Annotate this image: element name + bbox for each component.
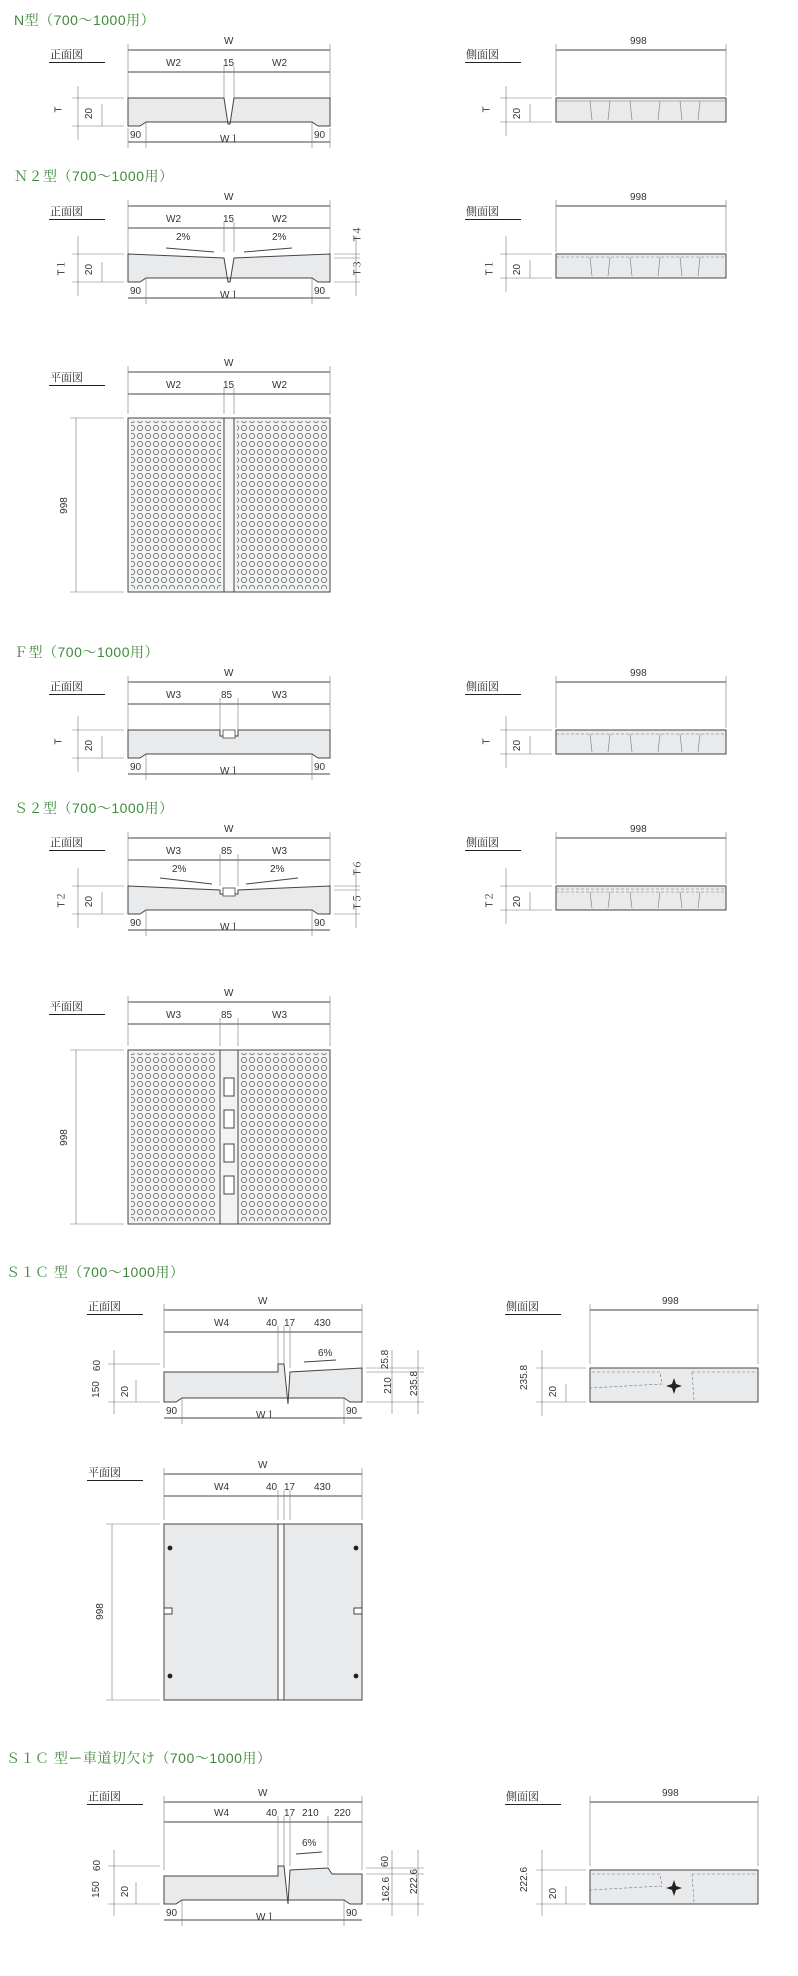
- plan-view-label-s1c: 平面図: [88, 1464, 121, 1480]
- dim-20-n-side: 20: [512, 107, 524, 120]
- dim-w4-s1c: W4: [214, 1318, 229, 1329]
- dim-w3-left-f: W3: [166, 690, 181, 701]
- dim-6pct-s1c-road: 6%: [302, 1838, 317, 1849]
- dim-t5-s2: T５: [352, 893, 364, 910]
- dim-60-s1c: 60: [92, 1359, 104, 1372]
- dim-90-left-s1c-road: 90: [166, 1908, 178, 1919]
- side-view-label-s1c-road: 側面図: [506, 1788, 539, 1804]
- dim-85-s2: 85: [221, 846, 233, 857]
- dim-60-s1c-road: 60: [92, 1859, 104, 1872]
- dim-w3-right-s2: W3: [272, 846, 287, 857]
- s1c-side-drawing: [536, 1304, 758, 1416]
- dim-t-f-side: T: [481, 738, 493, 745]
- dim-t-f: T: [53, 738, 65, 745]
- dim-20-s1c-road: 20: [120, 1885, 132, 1898]
- dim-20-s2-side: 20: [512, 895, 524, 908]
- dim-t-n-side: T: [481, 106, 493, 113]
- dim-90-right-f: 90: [314, 762, 326, 773]
- dim-w-n2-plan: W: [224, 358, 234, 369]
- s1c-plan-drawing: [106, 1468, 362, 1700]
- s2-side-drawing: [500, 832, 726, 924]
- side-view-label-s1c: 側面図: [506, 1298, 539, 1314]
- dim-6pct-s1c: 6%: [318, 1348, 333, 1359]
- dim-w-s2: W: [224, 824, 234, 835]
- n2-plan-drawing: [70, 366, 330, 592]
- dim-998-n: 998: [630, 36, 647, 47]
- dim-17-s1c-road: 17: [284, 1808, 296, 1819]
- dim-w1-f: W１: [220, 766, 240, 777]
- dim-t2-s2-side: T２: [484, 891, 496, 908]
- dim-85-f: 85: [221, 690, 233, 701]
- dim-2pct-right-s2: 2%: [270, 864, 285, 875]
- dim-w-s1c: W: [258, 1296, 268, 1307]
- side-view-label-f: 側面図: [466, 678, 499, 694]
- dim-430-s1c: 430: [314, 1318, 331, 1329]
- dim-w-s1c-road: W: [258, 1788, 268, 1799]
- section-title-n2: Ｎ２型（700〜1000用）: [14, 168, 174, 184]
- dim-90-right-n2: 90: [314, 286, 326, 297]
- dim-w2-left-n: W2: [166, 58, 181, 69]
- dim-90-right-s1c-road: 90: [346, 1908, 358, 1919]
- dim-w-n2: W: [224, 192, 234, 203]
- n2-side-drawing: [500, 200, 726, 292]
- dim-1626-s1c-road: 162.6: [381, 1876, 393, 1903]
- dim-w4-s1c-plan: W4: [214, 1482, 229, 1493]
- dim-998-s1c-plan: 998: [94, 1603, 106, 1620]
- f-front-drawing: [72, 676, 330, 780]
- n-side-drawing: [500, 44, 726, 136]
- dim-40-s1c-road: 40: [266, 1808, 278, 1819]
- dim-t3-n2: T３: [352, 259, 364, 276]
- dim-2226-s1c-road-side: 222.6: [519, 1866, 531, 1893]
- dim-w3-right-f: W3: [272, 690, 287, 701]
- dim-998-n2: 998: [630, 192, 647, 203]
- dim-210-s1c: 210: [382, 1377, 394, 1394]
- dim-20-n2-side: 20: [512, 263, 524, 276]
- dim-258-s1c: 25.8: [380, 1349, 392, 1370]
- front-view-label-s1c-road: 正面図: [88, 1788, 121, 1804]
- dim-15-n: 15: [223, 58, 235, 69]
- dim-2358-s1c: 235.8: [409, 1370, 421, 1397]
- dim-w1-s2: W１: [220, 922, 240, 933]
- dim-20-n2: 20: [84, 263, 96, 276]
- section-title-s1c: Ｓ１Ｃ 型（700〜1000用）: [6, 1264, 185, 1280]
- side-view-label-n2: 側面図: [466, 203, 499, 219]
- plan-view-label-n2: 平面図: [50, 369, 83, 385]
- dim-w1-s1c: W１: [256, 1410, 276, 1421]
- dim-40-s1c: 40: [266, 1318, 278, 1329]
- dim-90-right-s1c: 90: [346, 1406, 358, 1417]
- dim-2358-s1c-side: 235.8: [519, 1364, 531, 1391]
- dim-w2-right-n2-plan: W2: [272, 380, 287, 391]
- section-title-s2: Ｓ２型（700〜1000用）: [14, 800, 174, 816]
- front-view-label-f: 正面図: [50, 678, 83, 694]
- dim-90-right-n: 90: [314, 130, 326, 141]
- dim-85-s2-plan: 85: [221, 1010, 233, 1021]
- dim-20-s1c-road-side: 20: [548, 1887, 560, 1900]
- front-view-label-n: 正面図: [50, 46, 83, 62]
- dim-20-s1c: 20: [120, 1385, 132, 1398]
- dim-w2-left-n2: W2: [166, 214, 181, 225]
- dim-2pct-left-n2: 2%: [176, 232, 191, 243]
- dim-998-s1c-road: 998: [662, 1788, 679, 1799]
- section-title-n: N型（700〜1000用）: [14, 12, 156, 28]
- front-view-label-n2: 正面図: [50, 203, 83, 219]
- dim-90-right-s2: 90: [314, 918, 326, 929]
- dim-t1-n2: T１: [56, 259, 68, 276]
- dim-90-left-s1c: 90: [166, 1406, 178, 1417]
- dim-w2-left-n2-plan: W2: [166, 380, 181, 391]
- dim-w3-left-s2-plan: W3: [166, 1010, 181, 1021]
- dim-2pct-right-n2: 2%: [272, 232, 287, 243]
- dim-20-s1c-side: 20: [548, 1385, 560, 1398]
- dim-998-s1c: 998: [662, 1296, 679, 1307]
- f-side-drawing: [500, 676, 726, 768]
- dim-15-n2: 15: [223, 214, 235, 225]
- side-view-label-n: 側面図: [466, 46, 499, 62]
- dim-60-s1c-road-right: 60: [380, 1855, 392, 1868]
- dim-90-left-s2: 90: [130, 918, 142, 929]
- dim-w2-right-n: W2: [272, 58, 287, 69]
- dim-w3-right-s2-plan: W3: [272, 1010, 287, 1021]
- dim-998-n2-plan: 998: [58, 497, 70, 514]
- dim-2226-s1c-road: 222.6: [409, 1868, 421, 1895]
- dim-w4-s1c-road: W4: [214, 1808, 229, 1819]
- side-view-label-s2: 側面図: [466, 834, 499, 850]
- dim-t1-n2-side: T１: [484, 259, 496, 276]
- front-view-label-s2: 正面図: [50, 834, 83, 850]
- s1c-road-side-drawing: [536, 1796, 758, 1916]
- dim-t6-s2: T６: [352, 859, 364, 876]
- dim-w1-s1c-road: W１: [256, 1912, 276, 1923]
- dim-20-s2: 20: [84, 895, 96, 908]
- s2-plan-drawing: [70, 996, 330, 1224]
- dim-2pct-left-s2: 2%: [172, 864, 187, 875]
- section-title-f: Ｆ型（700〜1000用）: [14, 644, 160, 660]
- dim-430-s1c-plan: 430: [314, 1482, 331, 1493]
- dim-t4-n2: T４: [352, 225, 364, 242]
- section-title-s1c-road: Ｓ１Ｃ 型ー車道切欠け（700〜1000用）: [6, 1750, 272, 1766]
- dim-17-s1c: 17: [284, 1318, 296, 1329]
- dim-90-left-f: 90: [130, 762, 142, 773]
- dim-998-s2: 998: [630, 824, 647, 835]
- dim-40-s1c-plan: 40: [266, 1482, 278, 1493]
- dim-150-s1c-road: 150: [90, 1881, 102, 1898]
- dim-w3-left-s2: W3: [166, 846, 181, 857]
- dim-20-f: 20: [84, 739, 96, 752]
- dim-998-s2-plan: 998: [58, 1129, 70, 1146]
- plan-view-label-s2: 平面図: [50, 998, 83, 1014]
- front-view-label-s1c: 正面図: [88, 1298, 121, 1314]
- dim-20-f-side: 20: [512, 739, 524, 752]
- n-front-drawing: [72, 44, 330, 148]
- dim-998-f: 998: [630, 668, 647, 679]
- dim-w-s2-plan: W: [224, 988, 234, 999]
- dim-w-n: W: [224, 36, 234, 47]
- dim-w1-n2: W１: [220, 290, 240, 301]
- dim-w2-right-n2: W2: [272, 214, 287, 225]
- dim-17-s1c-plan: 17: [284, 1482, 296, 1493]
- dim-210-s1c-road: 210: [302, 1808, 319, 1819]
- dim-t2-s2: T２: [56, 891, 68, 908]
- dim-w1-n: W１: [220, 134, 240, 145]
- dim-w-f: W: [224, 668, 234, 679]
- dim-20-n: 20: [84, 107, 96, 120]
- dim-150-s1c: 150: [90, 1381, 102, 1398]
- dim-15-n2-plan: 15: [223, 380, 235, 391]
- dim-t-n: T: [53, 106, 65, 113]
- dim-220-s1c-road: 220: [334, 1808, 351, 1819]
- dim-w-s1c-plan: W: [258, 1460, 268, 1471]
- dim-90-left-n: 90: [130, 130, 142, 141]
- dim-90-left-n2: 90: [130, 286, 142, 297]
